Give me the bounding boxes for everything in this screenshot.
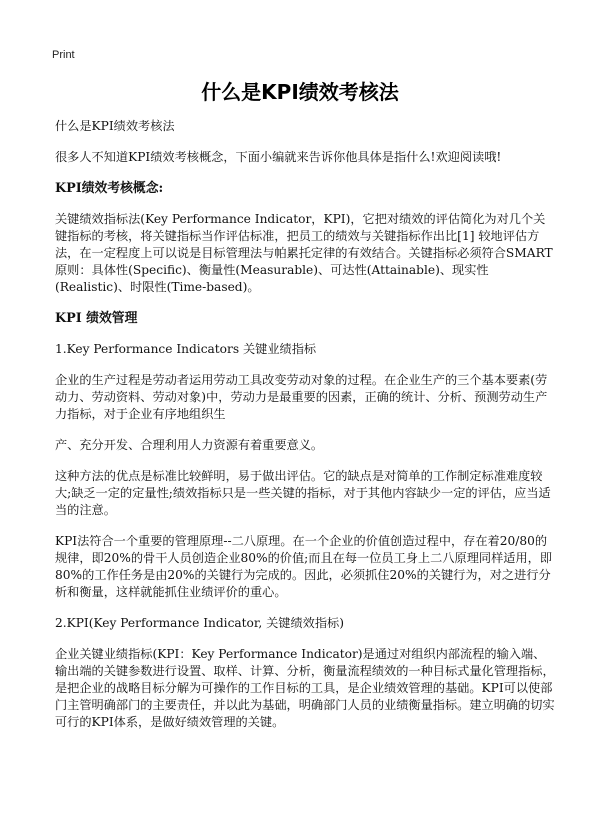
paragraph-production-cont: 产、充分开发、合理利用人力资源有着重要意义。 [55, 438, 324, 452]
print-link[interactable]: Print [52, 49, 75, 61]
paragraph-pareto: KPI法符合一个重要的管理原理--二八原理。在一个企业的价值创造过程中，存在着20/80的规律，即20%的骨干人员创造企业80%的价值;而且在每一位员工身上二八原理同样适用，即 80%的工作任务是由20%的关键行为完成的。因此，必须抓住20%的关键行为，对之进行分析和衡量，这样就能抓住业绩评价的重心。 [55, 534, 553, 599]
paragraph-production: 企业的生产过程是劳动者运用劳动工具改变劳动对象的过程。在企业生产的三个基本要素(劳动力、劳动资料、劳动对象)中，劳动力是最重要的因素，正确的统计、分析、预测劳动生产力指标，对于企业有序地组织生 [55, 373, 548, 421]
item-title-2: 2.KPI(Key Performance Indicator, 关键绩效指标) [55, 616, 345, 630]
page-title: 什么是KPI绩效考核法 [201, 80, 399, 104]
item-title-1: 1.Key Performance Indicators 关键业绩指标 [55, 342, 317, 356]
paragraph-pros-cons: 这种方法的优点是标准比较鲜明，易于做出评估。它的缺点是对简单的工作制定标准难度较大;缺乏一定的定量性;绩效指标只是一些关键的指标，对于其他内容缺少一定的评估，应当适当的注意。 [55, 469, 551, 517]
section-heading-concept: KPI绩效考核概念: [55, 181, 164, 196]
section-heading-management: KPI 绩效管理 [55, 311, 138, 326]
intro-paragraph: 很多人不知道KPI绩效考核概念，下面小编就来告诉你他具体是指什么!欢迎阅读哦! [55, 150, 502, 164]
article-body [55, 118, 555, 745]
paragraph-kpi-definition: 企业关键业绩指标(KPI：Key Performance Indicator)是通过对组织内部流程的输入端、输出端的关键参数进行设置、取样、计算、分析，衡量流程绩效的一种目标式量化管理指标，是把企业的战略目标分解为可操作的工作目标的工具，是企业绩效管理的基础。KPI可以使部门主管明确部门的主要责任，并以此为基础，明确部门人员的业绩衡量指标。建立明确的切实可行的KPI体系，是做好绩效管理的关键。 [55, 647, 555, 729]
concept-paragraph: 关键绩效指标法(Key Performance Indicator，KPI)，它把对绩效的评估简化为对几个关键指标的考核，将关键指标当作评估标准，把员工的绩效与关键指标作出比[1] 较地评估方法，在一定程度上可以说是目标管理法与帕累托定律的有效结合。关键指标必须符合SMART原则：具体性(Specific)、衡量性(Measurable)、可达性(Attainable)、现实性(Realistic)、时限性(Time-based)。 [55, 212, 553, 294]
article-subtitle: 什么是KPI绩效考核法 [55, 119, 175, 133]
